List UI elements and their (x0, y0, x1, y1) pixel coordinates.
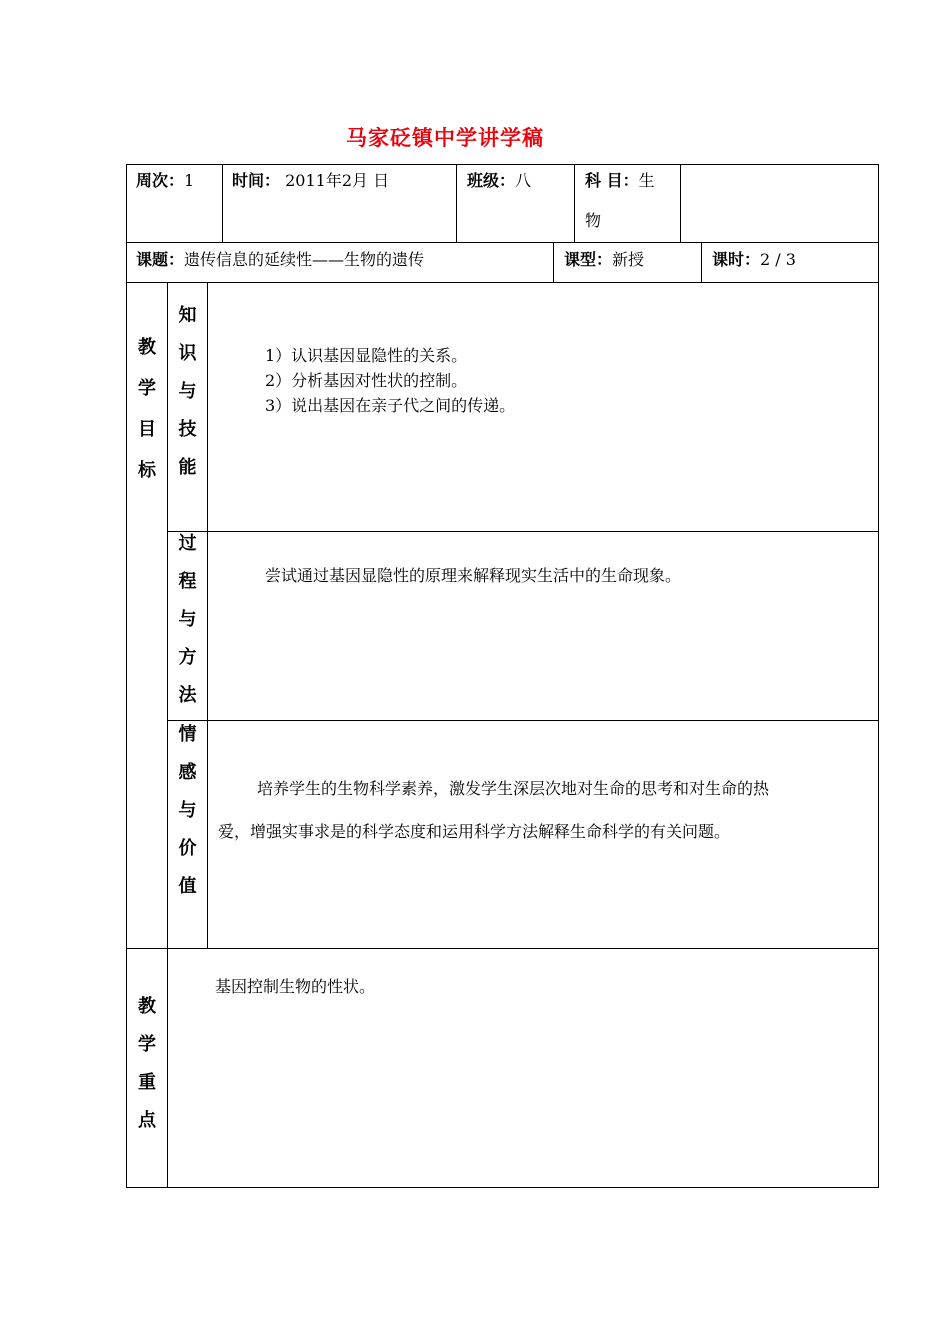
type-label: 课型： (564, 250, 613, 269)
objectives-section-label: 教 学 目 标 (138, 337, 156, 481)
key-points-label: 教 学 重 点 (138, 996, 156, 1131)
class-label: 班级： (467, 171, 516, 190)
subject-cell (585, 168, 655, 191)
topic-value: 遗传信息的延续性——生物的遗传 (184, 250, 425, 269)
subject-value-2: 物 (585, 211, 602, 230)
subject-value-1: 生 (638, 171, 655, 190)
week-cell (136, 168, 194, 191)
key-points-text: 基因控制生物的性状。 (215, 977, 376, 996)
week-label: 周次： (136, 171, 185, 190)
emotion-label: 情 感 与 价 值 (178, 724, 197, 897)
page-title: 马家砭镇中学讲学稿 (346, 125, 544, 150)
time-label: 时间： (232, 171, 281, 190)
class-value: 八 (515, 171, 532, 190)
type-value: 新授 (612, 250, 645, 269)
process-text: 尝试通过基因显隐性的原理来解释现实生活中的生命现象。 (265, 566, 682, 585)
list-item: 3）说出基因在亲子代之间的传递。 (265, 396, 516, 415)
period-cell (712, 247, 796, 270)
time-cell (232, 168, 389, 191)
knowledge-label: 知 识 与 技 能 (178, 305, 197, 478)
topic-cell (136, 247, 424, 270)
emotion-text: 培养学生的生物科学素养，激发学生深层次地对生命的思考和对生命的热 爱，增强实事求是的科学态度和运用科学方法解释生命科学的有关问题。 (218, 779, 770, 841)
type-cell (564, 247, 644, 270)
period-label: 课时： (712, 250, 761, 269)
list-item: 1）认识基因显隐性的关系。 (265, 346, 468, 365)
topic-label: 课题： (136, 250, 185, 269)
period-value: 2 / 3 (760, 250, 796, 269)
knowledge-list (265, 343, 515, 418)
subject-label: 科 目： (585, 171, 639, 190)
time-value: 2011年2月 日 (285, 171, 390, 190)
list-item: 2）分析基因对性状的控制。 (265, 371, 468, 390)
week-value: 1 (184, 171, 195, 190)
class-cell (467, 168, 531, 191)
process-label: 过 程 与 方 法 (178, 533, 197, 706)
